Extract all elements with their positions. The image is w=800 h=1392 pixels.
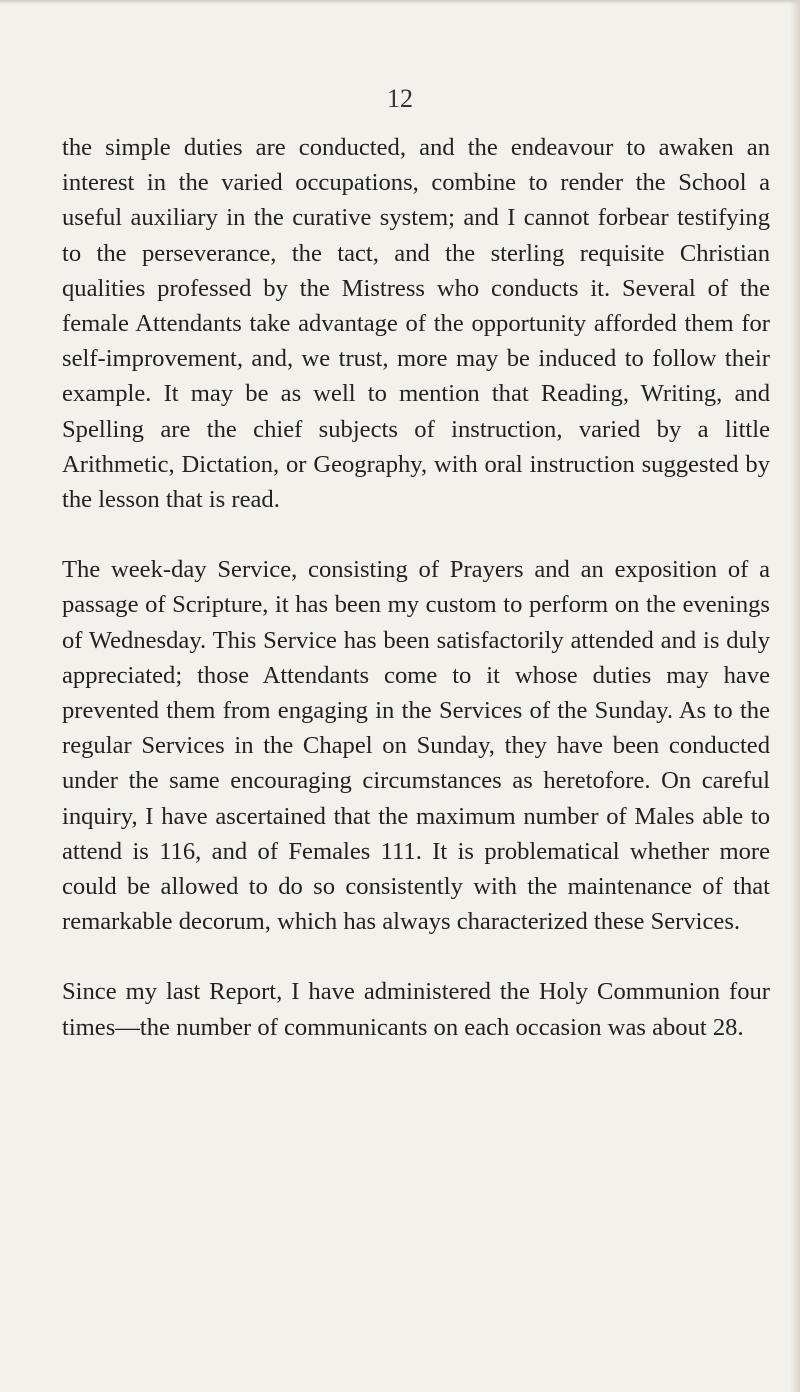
paragraph-week-day-service: The week-day Service, consisting of Prayers and an exposition of a passage of Scripture, it has been my custom to perform on the evenings of Wednesday. This Service has been satisfactorily attended and is duly appreciated; those Attendants come to it whose duties may have prevented them from engaging in the Services of the Sunday. As to the regular Services in the Chapel on Sunday, they have been conducted under the same encouraging circumstances as heretofore. On careful inquiry, I have ascertained that the maximum number of Males able to attend is 116, and of Females 111. It is problematical whether more could be allowed to do so consistently with the maintenance of that remarkable decorum, which has always characterized these Services.	[62, 556, 770, 936]
page-top-edge	[0, 0, 800, 4]
body-text	[62, 130, 770, 1045]
paragraph-school-duties: the simple duties are conducted, and the endeavour to awaken an interest in the varied occupations, combine to render the School a useful auxiliary in the curative system; and I cannot forbear testifying to the perseverance, the tact, and the sterling requisite Christian qualities professed by the Mistress who conducts it. Several of the female Attendants take advantage of the opportunity afforded them for self-improvement, and, we trust, more may be induced to follow their example. It may be as well to mention that Reading, Writing, and Spelling are the chief subjects of instruction, varied by a little Arithmetic, Dictation, or Geography, with oral instruction suggested by the lesson that is read.	[62, 134, 770, 514]
page-number: 12	[387, 84, 413, 113]
paragraph-holy-communion: Since my last Report, I have administered the Holy Communion four times—the number of communicants on each occasion was about 28.	[62, 978, 770, 1041]
page-right-edge	[790, 0, 800, 1392]
